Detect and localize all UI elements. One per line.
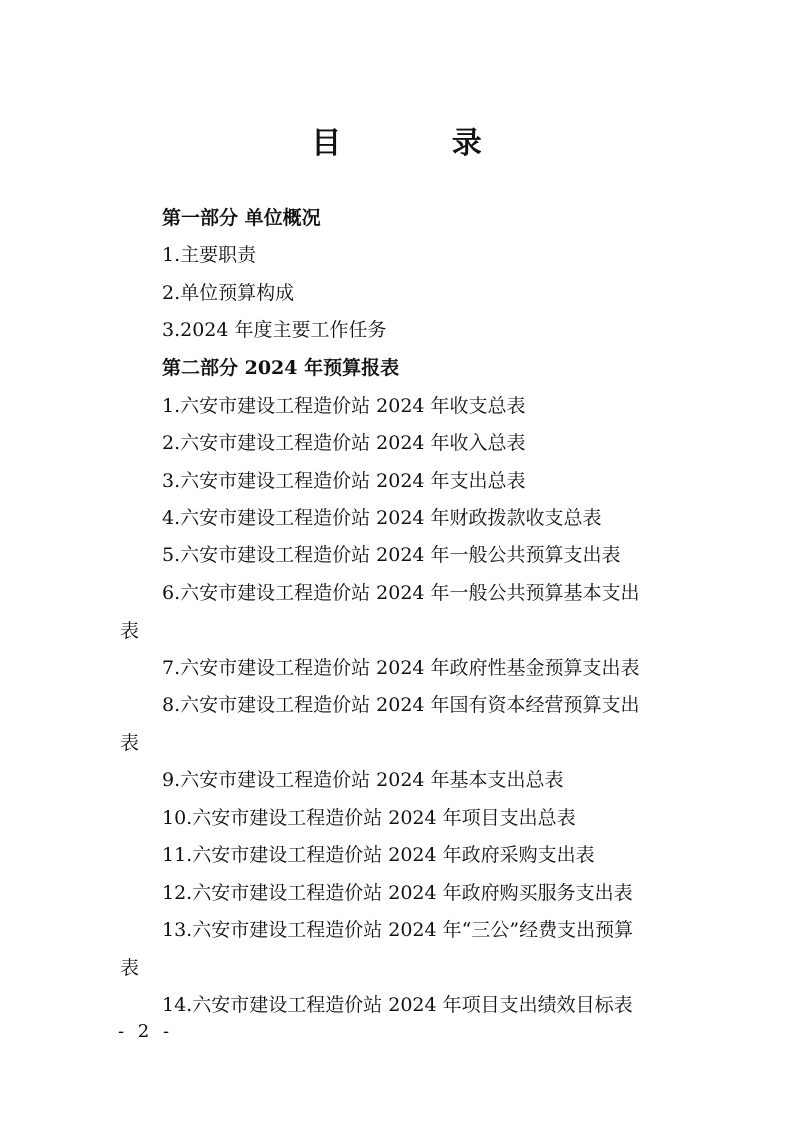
toc-item-continuation: 表 (120, 620, 140, 642)
toc-item: 7.六安市建设工程造价站 2024 年政府性基金预算支出表 (162, 657, 640, 679)
toc-item: 6.六安市建设工程造价站 2024 年一般公共预算基本支出 (162, 582, 640, 604)
toc-item: 4.六安市建设工程造价站 2024 年财政拨款收支总表 (162, 507, 602, 529)
toc-item: 11.六安市建设工程造价站 2024 年政府采购支出表 (162, 844, 595, 866)
toc-item: 1.主要职责 (162, 244, 257, 266)
toc-item: 3.2024 年度主要工作任务 (162, 319, 387, 341)
toc-item: 14.六安市建设工程造价站 2024 年项目支出绩效目标表 (162, 994, 633, 1016)
toc-item: 13.六安市建设工程造价站 2024 年“三公”经费支出预算 (162, 919, 634, 941)
page-number: - 2 - (118, 1021, 174, 1042)
toc-item: 8.六安市建设工程造价站 2024 年国有资本经营预算支出 (162, 694, 640, 716)
toc-item: 3.六安市建设工程造价站 2024 年支出总表 (162, 470, 526, 492)
toc-item: 1.六安市建设工程造价站 2024 年收支总表 (162, 395, 526, 417)
toc-item: 12.六安市建设工程造价站 2024 年政府购买服务支出表 (162, 882, 633, 904)
section-heading-part-2: 第二部分 2024 年预算报表 (162, 357, 400, 379)
toc-item: 9.六安市建设工程造价站 2024 年基本支出总表 (162, 769, 564, 791)
toc-item: 10.六安市建设工程造价站 2024 年项目支出总表 (162, 807, 576, 829)
toc-item-continuation: 表 (120, 957, 140, 979)
page-title: 目 录 (311, 126, 532, 161)
section-heading-part-1: 第一部分 单位概况 (162, 207, 321, 229)
toc-item: 2.六安市建设工程造价站 2024 年收入总表 (162, 432, 526, 454)
toc-item: 2.单位预算构成 (162, 282, 295, 304)
toc-item: 5.六安市建设工程造价站 2024 年一般公共预算支出表 (162, 544, 621, 566)
toc-item-continuation: 表 (120, 732, 140, 754)
